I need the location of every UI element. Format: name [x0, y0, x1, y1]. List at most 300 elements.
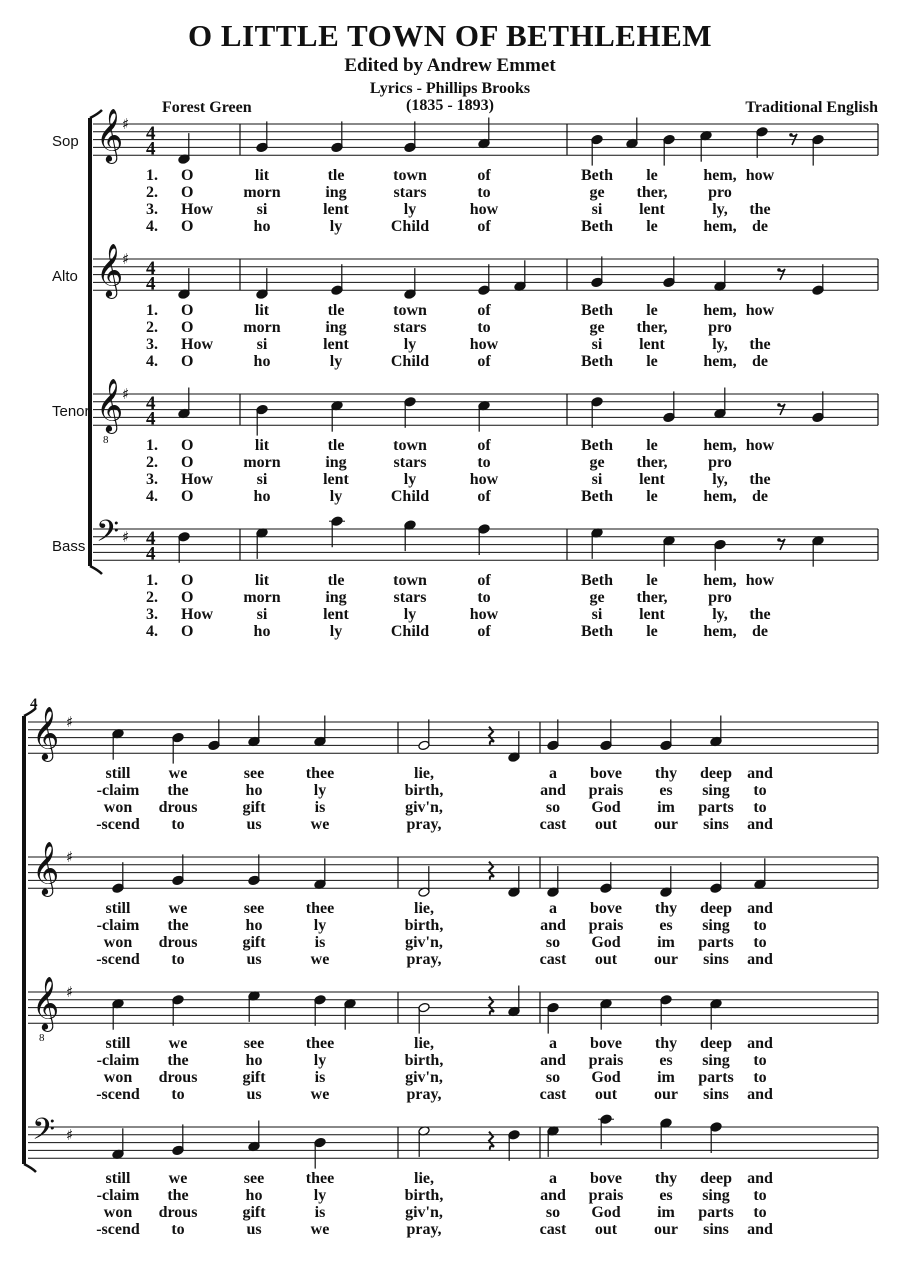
lyric-syllable: cast [539, 951, 567, 968]
lyric-syllable: we [168, 765, 188, 782]
lyric-syllable: still [105, 765, 131, 782]
lyric-syllable: of [477, 572, 491, 589]
measure-number: 4 [30, 696, 38, 712]
lyric-syllable: to [753, 1052, 767, 1069]
lyric-syllable: ther, [636, 319, 668, 336]
lyric-syllable: deep [700, 1170, 732, 1187]
lyric-syllable: and [540, 917, 566, 934]
lyric-syllable: ho [245, 1052, 263, 1069]
lyric-syllable: the [749, 201, 771, 218]
lyric-syllable: ly [403, 471, 417, 488]
key-signature-sharp-icon: ♯ [66, 983, 74, 1001]
lyric-syllable: gift [242, 1069, 266, 1086]
lyric-syllable: thy [654, 765, 678, 782]
lyric-syllable: ho [245, 917, 263, 934]
lyric-syllable: ing [325, 184, 347, 201]
lyric-syllable: ly [313, 917, 327, 934]
lyric-syllable: O [181, 589, 194, 606]
lyric-syllable: -scend [96, 951, 140, 968]
key-signature-sharp-icon: ♯ [122, 385, 130, 403]
lyric-syllable: Beth [581, 623, 613, 640]
octave-eight-marker: 8 [39, 1032, 45, 1045]
lyric-syllable: we [310, 951, 330, 968]
lyric-syllable: de [752, 623, 768, 640]
lyric-syllable: How [181, 606, 213, 623]
verse-number: 3. [146, 471, 158, 488]
time-signature-top: 4 [146, 392, 156, 414]
lyric-syllable: won [103, 799, 133, 816]
lyric-syllable: sins [703, 951, 729, 968]
lyric-syllable: our [654, 951, 678, 968]
time-signature-top: 4 [146, 527, 156, 549]
lyric-syllable: the [167, 1187, 189, 1204]
lyric-syllable: hem, [703, 353, 737, 370]
lyric-syllable: thy [654, 1035, 678, 1052]
lyric-syllable: ly, [712, 606, 728, 623]
lyric-syllable: hem, [703, 218, 737, 235]
lyric-syllable: a [549, 1035, 557, 1052]
lyric-syllable: pray, [406, 951, 442, 968]
lyric-syllable: le [646, 437, 658, 454]
lyric-syllable: deep [700, 765, 732, 782]
lyric-syllable: -claim [96, 917, 140, 934]
lyric-syllable: and [747, 816, 773, 833]
lyric-syllable: so [545, 1204, 561, 1221]
key-signature-sharp-icon: ♯ [66, 1125, 74, 1144]
song-title: O LITTLE TOWN OF BETHLEHEM [187, 18, 713, 53]
verse-number: 3. [146, 201, 158, 218]
lyric-syllable: ly [329, 623, 343, 640]
lyric-syllable: gift [242, 1204, 266, 1221]
lyric-syllable: birth, [404, 1052, 444, 1069]
lyric-syllable: how [745, 167, 775, 184]
lyric-syllable: ly [313, 782, 327, 799]
lyric-syllable: Beth [581, 302, 613, 319]
lyric-syllable: lit [254, 572, 270, 589]
lyric-syllable: see [243, 1035, 265, 1052]
lyric-syllable: and [747, 900, 773, 917]
lyric-syllable: pray, [406, 816, 442, 833]
lyric-syllable: drous [158, 1204, 198, 1221]
lyric-syllable: ing [325, 454, 347, 471]
lyric-syllable: thee [305, 1170, 335, 1187]
lyric-syllable: parts [698, 934, 734, 951]
lyric-syllable: ge [589, 589, 605, 606]
bass-clef-icon: 𝄢 [32, 1112, 56, 1154]
lyric-syllable: of [477, 167, 491, 184]
lyric-syllable: ho [253, 488, 271, 505]
lyric-syllable: thy [654, 900, 678, 917]
lyric-syllable: si [591, 606, 603, 623]
time-signature-bottom: 4 [146, 408, 156, 430]
lyric-syllable: the [167, 782, 189, 799]
verse-number: 4. [146, 218, 158, 235]
lyric-syllable: pro [708, 454, 732, 471]
lyricist-credit: Lyrics - Phillips Brooks [369, 80, 531, 97]
lyric-syllable: to [171, 1221, 185, 1238]
lyricist-dates: (1835 - 1893) [406, 97, 494, 114]
lyric-syllable: is [314, 1204, 326, 1221]
lyric-syllable: and [747, 765, 773, 782]
editor-credit: Edited by Andrew Emmet [344, 55, 556, 76]
lyric-syllable: parts [698, 1204, 734, 1221]
lyric-syllable: -claim [96, 1052, 140, 1069]
eighth-rest-dot [777, 268, 781, 272]
key-signature-sharp-icon: ♯ [122, 115, 130, 133]
lyric-syllable: lie, [414, 1035, 434, 1052]
lyric-syllable: bove [590, 1170, 622, 1187]
lyric-syllable: giv'n, [405, 1204, 443, 1221]
lyric-syllable: giv'n, [405, 1069, 443, 1086]
treble-clef-icon: 𝄞 [32, 705, 60, 760]
lyric-syllable: sing [702, 1052, 730, 1069]
lyric-syllable: birth, [404, 917, 444, 934]
lyric-syllable: drous [158, 1069, 198, 1086]
lyric-syllable: de [752, 488, 768, 505]
eighth-rest-dot [789, 133, 793, 137]
lyric-syllable: thy [654, 1170, 678, 1187]
lyric-syllable: town [393, 572, 427, 589]
lyric-syllable: O [181, 454, 194, 471]
lyric-syllable: how [745, 302, 775, 319]
lyric-syllable: still [105, 900, 131, 917]
lyric-syllable: ther, [636, 454, 668, 471]
lyric-syllable: prais [588, 782, 624, 799]
lyric-syllable: of [477, 218, 491, 235]
lyric-syllable: birth, [404, 1187, 444, 1204]
key-signature-sharp-icon: ♯ [122, 250, 130, 268]
lyric-syllable: ge [589, 184, 605, 201]
lyric-syllable: of [477, 488, 491, 505]
lyric-syllable: im [657, 799, 675, 816]
lyric-syllable: pro [708, 319, 732, 336]
lyric-syllable: to [753, 1204, 767, 1221]
lyric-syllable: pro [708, 589, 732, 606]
lyric-syllable: -scend [96, 1086, 140, 1103]
lyric-syllable: so [545, 1069, 561, 1086]
lyric-syllable: ho [253, 623, 271, 640]
lyric-syllable: ly [313, 1052, 327, 1069]
lyric-syllable: we [168, 1170, 188, 1187]
lyric-syllable: Child [390, 623, 430, 640]
lyric-syllable: us [246, 816, 262, 833]
lyric-syllable: stars [393, 454, 427, 471]
lyric-syllable: ing [325, 319, 347, 336]
lyric-syllable: lent [323, 606, 349, 623]
lyric-syllable: and [747, 1086, 773, 1103]
lyric-syllable: ing [325, 589, 347, 606]
lyric-syllable: of [477, 353, 491, 370]
verse-number: 1. [146, 437, 158, 454]
verse-number: 4. [146, 623, 158, 640]
lyric-syllable: cast [539, 1221, 567, 1238]
lyric-syllable: O [181, 319, 194, 336]
lyric-syllable: Beth [581, 437, 613, 454]
tune-origin: Traditional English [745, 99, 878, 116]
lyric-syllable: ge [589, 454, 605, 471]
lyric-syllable: im [657, 1069, 675, 1086]
lyric-syllable: thee [305, 1035, 335, 1052]
verse-number: 2. [146, 454, 158, 471]
verse-number: 1. [146, 572, 158, 589]
lyric-syllable: lie, [414, 900, 434, 917]
lyric-syllable: how [469, 201, 499, 218]
lyric-syllable: a [549, 1170, 557, 1187]
lyric-syllable: cast [539, 816, 567, 833]
lyric-syllable: es [659, 782, 673, 799]
lyric-syllable: town [393, 167, 427, 184]
lyric-syllable: town [393, 437, 427, 454]
lyric-syllable: sing [702, 1187, 730, 1204]
lyric-syllable: lit [254, 302, 270, 319]
lyric-syllable: see [243, 900, 265, 917]
lyric-syllable: lent [639, 471, 665, 488]
lyric-syllable: pray, [406, 1086, 442, 1103]
lyric-syllable: ly [329, 353, 343, 370]
tune-name: Forest Green [162, 99, 252, 116]
lyric-syllable: a [549, 900, 557, 917]
lyric-syllable: of [477, 437, 491, 454]
lyric-syllable: hem, [703, 437, 737, 454]
lyric-syllable: cast [539, 1086, 567, 1103]
verse-number: 2. [146, 319, 158, 336]
lyric-syllable: to [753, 782, 767, 799]
lyric-syllable: ho [245, 782, 263, 799]
lyric-syllable: so [545, 799, 561, 816]
lyric-syllable: O [181, 488, 194, 505]
lyric-syllable: how [469, 471, 499, 488]
lyric-syllable: ly [403, 336, 417, 353]
lyric-syllable: ly [313, 1187, 327, 1204]
verse-number: 1. [146, 302, 158, 319]
key-signature-sharp-icon: ♯ [66, 848, 74, 866]
lyric-syllable: im [657, 934, 675, 951]
time-signature-top: 4 [146, 122, 156, 144]
lyric-syllable: How [181, 471, 213, 488]
lyric-syllable: le [646, 488, 658, 505]
lyric-syllable: ther, [636, 589, 668, 606]
lyric-syllable: the [167, 1052, 189, 1069]
verse-number: 1. [146, 167, 158, 184]
key-signature-sharp-icon: ♯ [66, 713, 74, 731]
lyric-syllable: im [657, 1204, 675, 1221]
lyric-syllable: gift [242, 799, 266, 816]
lyric-syllable: the [749, 606, 771, 623]
lyric-syllable: how [469, 606, 499, 623]
lyric-syllable: us [246, 1221, 262, 1238]
lyric-syllable: how [745, 572, 775, 589]
lyric-syllable: our [654, 1221, 678, 1238]
lyric-syllable: -claim [96, 1187, 140, 1204]
lyric-syllable: Beth [581, 167, 613, 184]
lyric-syllable: prais [588, 917, 624, 934]
lyric-syllable: prais [588, 1052, 624, 1069]
lyric-syllable: si [591, 201, 603, 218]
lyric-syllable: is [314, 1069, 326, 1086]
lyric-syllable: drous [158, 934, 198, 951]
bass-clef-icon: 𝄢 [96, 514, 120, 556]
lyric-syllable: tle [327, 167, 345, 184]
lyric-syllable: O [181, 572, 194, 589]
treble-clef-icon: 𝄞 [96, 377, 124, 432]
part-label-tenor: Tenor [52, 403, 90, 420]
lyric-syllable: ly [329, 218, 343, 235]
lyric-syllable: sing [702, 782, 730, 799]
lyric-syllable: O [181, 167, 194, 184]
lyric-syllable: bove [590, 1035, 622, 1052]
lyric-syllable: O [181, 437, 194, 454]
lyric-syllable: le [646, 167, 658, 184]
lyric-syllable: O [181, 218, 194, 235]
lyric-syllable: hem, [703, 572, 737, 589]
verse-number: 2. [146, 589, 158, 606]
lyric-syllable: lent [323, 201, 349, 218]
lyric-syllable: ho [245, 1187, 263, 1204]
lyric-syllable: and [540, 1052, 566, 1069]
lyric-syllable: birth, [404, 782, 444, 799]
lyric-syllable: our [654, 816, 678, 833]
lyric-syllable: our [654, 1086, 678, 1103]
lyric-syllable: O [181, 353, 194, 370]
lyric-syllable: tle [327, 437, 345, 454]
lyric-syllable: to [753, 934, 767, 951]
lyric-syllable: out [594, 951, 618, 968]
lyric-syllable: ther, [636, 184, 668, 201]
lyric-syllable: a [549, 765, 557, 782]
lyric-syllable: ly, [712, 201, 728, 218]
lyric-syllable: to [171, 816, 185, 833]
eighth-rest-dot [777, 403, 781, 407]
lyric-syllable: morn [243, 589, 281, 606]
lyric-syllable: tle [327, 572, 345, 589]
verse-number: 4. [146, 353, 158, 370]
lyric-syllable: si [591, 336, 603, 353]
lyric-syllable: the [749, 471, 771, 488]
lyric-syllable: Child [390, 218, 430, 235]
lyric-syllable: so [545, 934, 561, 951]
lyric-syllable: to [477, 589, 491, 606]
lyric-syllable: we [310, 1086, 330, 1103]
lyric-syllable: Beth [581, 488, 613, 505]
verse-number: 2. [146, 184, 158, 201]
lyric-syllable: O [181, 623, 194, 640]
treble-clef-icon: 𝄞 [96, 242, 124, 297]
lyric-syllable: how [469, 336, 499, 353]
lyric-syllable: we [310, 816, 330, 833]
treble-clef-icon: 𝄞 [32, 975, 60, 1030]
lyric-syllable: le [646, 623, 658, 640]
lyric-syllable: won [103, 1069, 133, 1086]
lyric-syllable: ly [329, 488, 343, 505]
lyric-syllable: see [243, 1170, 265, 1187]
lyric-syllable: ho [253, 353, 271, 370]
lyric-syllable: pro [708, 184, 732, 201]
lyric-syllable: us [246, 1086, 262, 1103]
lyric-syllable: the [749, 336, 771, 353]
lyric-syllable: to [477, 454, 491, 471]
lyric-syllable: morn [243, 319, 281, 336]
lyric-syllable: we [310, 1221, 330, 1238]
lyric-syllable: and [747, 1170, 773, 1187]
lyric-syllable: lent [639, 201, 665, 218]
lyric-syllable: out [594, 1221, 618, 1238]
lyric-syllable: ly [403, 201, 417, 218]
lyric-syllable: hem, [703, 623, 737, 640]
lyric-syllable: still [105, 1170, 131, 1187]
lyric-syllable: -scend [96, 1221, 140, 1238]
lyric-syllable: O [181, 302, 194, 319]
lyric-syllable: stars [393, 184, 427, 201]
lyric-syllable: God [591, 1069, 621, 1086]
lyric-syllable: lent [323, 336, 349, 353]
treble-clef-icon: 𝄞 [32, 840, 60, 895]
lyric-syllable: morn [243, 184, 281, 201]
lyric-syllable: le [646, 302, 658, 319]
lyric-syllable: si [256, 336, 268, 353]
lyric-syllable: how [745, 437, 775, 454]
lyric-syllable: ly, [712, 471, 728, 488]
lyric-syllable: ly, [712, 336, 728, 353]
lyric-syllable: bove [590, 900, 622, 917]
lyric-syllable: to [171, 951, 185, 968]
lyric-syllable: to [477, 184, 491, 201]
lyric-syllable: giv'n, [405, 934, 443, 951]
lyric-syllable: es [659, 1187, 673, 1204]
lyric-syllable: si [256, 471, 268, 488]
lyric-syllable: giv'n, [405, 799, 443, 816]
lyric-syllable: we [168, 1035, 188, 1052]
lyric-syllable: the [167, 917, 189, 934]
lyric-syllable: thee [305, 900, 335, 917]
lyric-syllable: Beth [581, 353, 613, 370]
verse-number: 3. [146, 606, 158, 623]
lyric-syllable: tle [327, 302, 345, 319]
lyric-syllable: lie, [414, 765, 434, 782]
lyric-syllable: sing [702, 917, 730, 934]
treble-clef-icon: 𝄞 [96, 107, 124, 162]
lyric-syllable: -claim [96, 782, 140, 799]
lyric-syllable: si [591, 471, 603, 488]
lyric-syllable: bove [590, 765, 622, 782]
lyric-syllable: God [591, 1204, 621, 1221]
key-signature-sharp-icon: ♯ [122, 527, 130, 546]
lyric-syllable: and [747, 951, 773, 968]
lyric-syllable: won [103, 934, 133, 951]
verse-number: 4. [146, 488, 158, 505]
lyric-syllable: of [477, 623, 491, 640]
lyric-syllable: Child [390, 353, 430, 370]
lyric-syllable: and [747, 1221, 773, 1238]
lyric-syllable: Beth [581, 218, 613, 235]
lyric-syllable: won [103, 1204, 133, 1221]
system-2 [24, 696, 878, 1238]
lyric-syllable: parts [698, 1069, 734, 1086]
eighth-rest-dot [777, 538, 781, 542]
lyric-syllable: to [753, 1069, 767, 1086]
lyric-syllable: prais [588, 1187, 624, 1204]
lyric-syllable: is [314, 799, 326, 816]
lyric-syllable: town [393, 302, 427, 319]
lyric-syllable: to [171, 1086, 185, 1103]
lyric-syllable: es [659, 917, 673, 934]
part-label-sop: Sop [52, 133, 79, 150]
lyric-syllable: hem, [703, 488, 737, 505]
lyric-syllable: and [747, 1035, 773, 1052]
lyric-syllable: lit [254, 167, 270, 184]
lyric-syllable: ge [589, 319, 605, 336]
lyric-syllable: lie, [414, 1170, 434, 1187]
lyric-syllable: God [591, 799, 621, 816]
